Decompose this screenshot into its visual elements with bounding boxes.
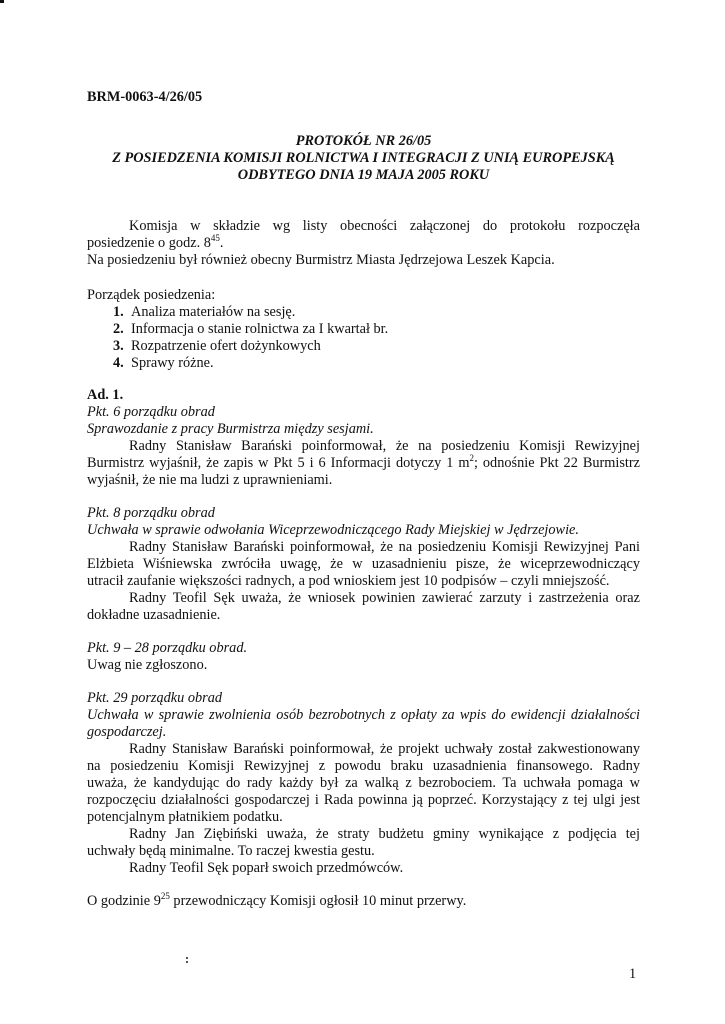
document-title-line-3: ODBYTEGO DNIA 19 MAJA 2005 ROKU (237, 167, 490, 183)
pkt-29-subject-line-2: gospodarczej. (87, 724, 167, 740)
pkt-6-para-line-2: Burmistrz wyjaśnił, że zapis w Pkt 5 i 6 Informacji dotyczy 1 $m^2$; odnośnie Pkt 22 Burmistrz (87, 453, 641, 471)
scan-speck (186, 957, 191, 963)
agenda-item: 1. Analiza materiałów na sesję. (113, 304, 296, 320)
ad1-heading: Ad. 1. (87, 387, 124, 403)
pkt-29-para2-line-1: Radny Jan Ziębiński uważa, że straty budżetu gminy wynikające z podjęcia tej (129, 826, 640, 842)
pkt-29-para3: Radny Teofil Sęk poparł swoich przedmówców. (129, 860, 404, 876)
intro-line-3: Na posiedzeniu był również obecny Burmistrz Miasta Jędrzejowa Leszek Kapcia. (87, 252, 555, 268)
scan-mark (0, 0, 4, 3)
pkt-9-28-text: Uwag nie zgłoszono. (87, 657, 208, 673)
pkt-8-para-line-1: Radny Stanisław Barański poinformował, że na posiedzeniu Komisji Rewizyjnej Pani (129, 539, 640, 555)
pkt-6-para-line-1: Radny Stanisław Barański poinformował, że na posiedzeniu Komisji Rewizyjnej (129, 438, 640, 454)
pkt-8-para-line-3: utracił zaufanie większości radnych, a pod wnioskiem jest 10 podpisów – czyli mniejszość. (87, 573, 610, 589)
pkt-29-label: Pkt. 29 porządku obrad (87, 690, 223, 706)
pkt-9-28-label: Pkt. 9 – 28 porządku obrad. (87, 640, 248, 656)
document-title-line-2: Z POSIEDZENIA KOMISJI ROLNICTWA I INTEGRACJI Z UNIĄ EUROPEJSKĄ (112, 150, 615, 166)
agenda-list (87, 304, 640, 372)
pkt-29-para-line-2: na posiedzeniu Komisji Rewizyjnej z powodu braku uzasadnienia finansowego. Radny (87, 758, 640, 774)
pkt-6-label: Pkt. 6 porządku obrad (87, 404, 215, 420)
pkt-6-para-line-3: wyjaśnił, że nie ma ludzi z uprawnieniami. (87, 472, 333, 488)
intro-line-1: Komisja w składzie wg listy obecności załączonej do protokołu rozpoczęła (129, 218, 640, 234)
pkt-8-subject: Uchwała w sprawie odwołania Wiceprzewodniczącego Rady Miejskiej w Jędrzejowie. (87, 522, 579, 538)
pkt-8-para2-line-1: Radny Teofil Sęk uważa, że wniosek powinien zawierać zarzuty i zastrzeżenia oraz (129, 590, 640, 606)
pkt-29-para-line-3: uważa, że kandydując do rady każdy był za walką z bezrobociem. Ta uchwała pomaga w (87, 775, 640, 791)
page-number: 1 (629, 966, 637, 982)
agenda-item: 3. Rozpatrzenie ofert dożynkowych (113, 338, 321, 354)
intro-line-2: posiedzenie o godz. $8^{45}$. (87, 233, 224, 251)
pkt-8-label: Pkt. 8 porządku obrad (87, 505, 215, 521)
document-title-line-1: PROTOKÓŁ NR 26/05 (295, 133, 432, 149)
pkt-29-para-line-1: Radny Stanisław Barański poinformował, że projekt uchwały został zakwestionowany (129, 741, 640, 757)
break-announcement: O godzinie $9^{25}$ przewodniczący Komisji ogłosił 10 minut przerwy. (87, 891, 467, 909)
agenda-item: 2. Informacja o stanie rolnictwa za I kwartał br. (113, 321, 389, 337)
agenda-item: 4. Sprawy różne. (113, 355, 214, 371)
pkt-8-para-line-2: Elżbieta Wiśniewska zwróciła uwagę, że w uzasadnieniu pisze, że wiceprzewodniczący (87, 556, 640, 572)
pkt-6-subject: Sprawozdanie z pracy Burmistrza między sesjami. (87, 421, 374, 437)
pkt-29-subject-line-1: Uchwała w sprawie zwolnienia osób bezrobotnych z opłaty za wpis do ewidencji działalności (87, 707, 640, 723)
agenda-heading: Porządek posiedzenia: (87, 287, 216, 303)
pkt-29-para-line-5: potencjalnym płatnikiem podatku. (87, 809, 283, 825)
pkt-8-para2-line-2: dokładne uzasadnienie. (87, 607, 221, 623)
pkt-29-para-line-4: rozpoczęciu działalności gospodarczej i Rada powinna ją poprzeć. Korzystający z tej ulgi jest (87, 792, 640, 808)
pkt-29-para2-line-2: uchwały będą minimalne. To raczej kwestia gestu. (87, 843, 375, 859)
document-reference: BRM-0063-4/26/05 (87, 89, 203, 105)
